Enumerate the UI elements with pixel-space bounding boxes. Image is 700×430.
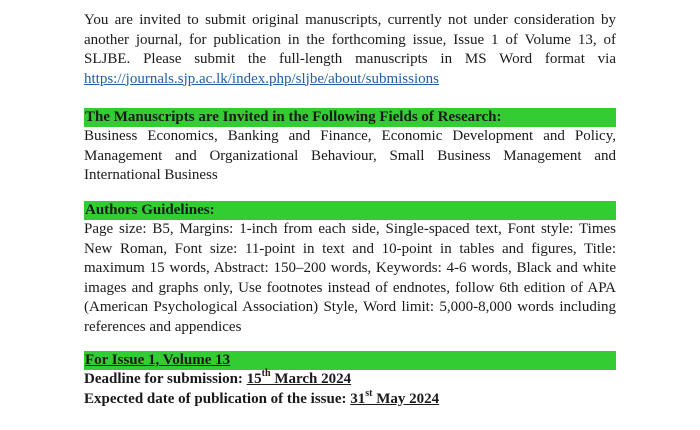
publication-month-year: May 2024 <box>372 390 440 407</box>
intro-paragraph <box>84 11 616 89</box>
guidelines-body: Page size: B5, Margins: 1-inch from each side, Single-spaced text, Font style: Times New Roman, Font size: 11-point in text and 10-point in tables and figures, Title: maximum 15 words, Abstract: 150–200 words, Keywords: 4-6 words, Black and white images and graphs only, Use footnotes instead of endnotes, follow 6th edition of APA (American Psychological Association) Style, Word limit: 5,000-8,000 words including references and appendices <box>84 221 616 335</box>
publication-line <box>84 387 616 410</box>
deadline-label: Deadline for submission: <box>84 371 247 387</box>
deadline-month-year: March 2024 <box>270 371 352 387</box>
deadline-day: 15 <box>246 371 262 387</box>
publication-day: 31 <box>350 390 366 407</box>
fields-heading: The Manuscripts are Invited in the Following Fields of Research: <box>84 108 616 127</box>
guidelines-section <box>84 201 616 337</box>
issue-heading: For Issue 1, Volume 13 <box>84 351 616 370</box>
publication-date <box>350 387 440 407</box>
fields-section <box>84 108 616 186</box>
fields-body: Business Economics, Banking and Finance, Economic Development and Policy, Management and Organizational Behaviour, Small Business Management and International Business <box>84 128 616 183</box>
issue-section <box>84 351 616 409</box>
publication-label: Expected date of publication of the issue: <box>84 390 351 407</box>
guidelines-heading: Authors Guidelines: <box>84 201 616 220</box>
deadline-date <box>246 368 352 387</box>
deadline-suffix: th <box>261 368 271 379</box>
intro-section <box>84 11 616 89</box>
deadline-line <box>84 370 616 390</box>
publication-suffix: st <box>365 387 373 399</box>
intro-text: You are invited to submit original manuscripts, currently not under consideration by another journal, for publication in the forthcoming issue, Issue 1 of Volume 13, of SLJBE. Please submit the full-length manuscripts in MS Word format via <box>84 12 616 67</box>
submission-link[interactable]: https://journals.sjp.ac.lk/index.php/sljbe/about/submissions <box>84 70 439 87</box>
